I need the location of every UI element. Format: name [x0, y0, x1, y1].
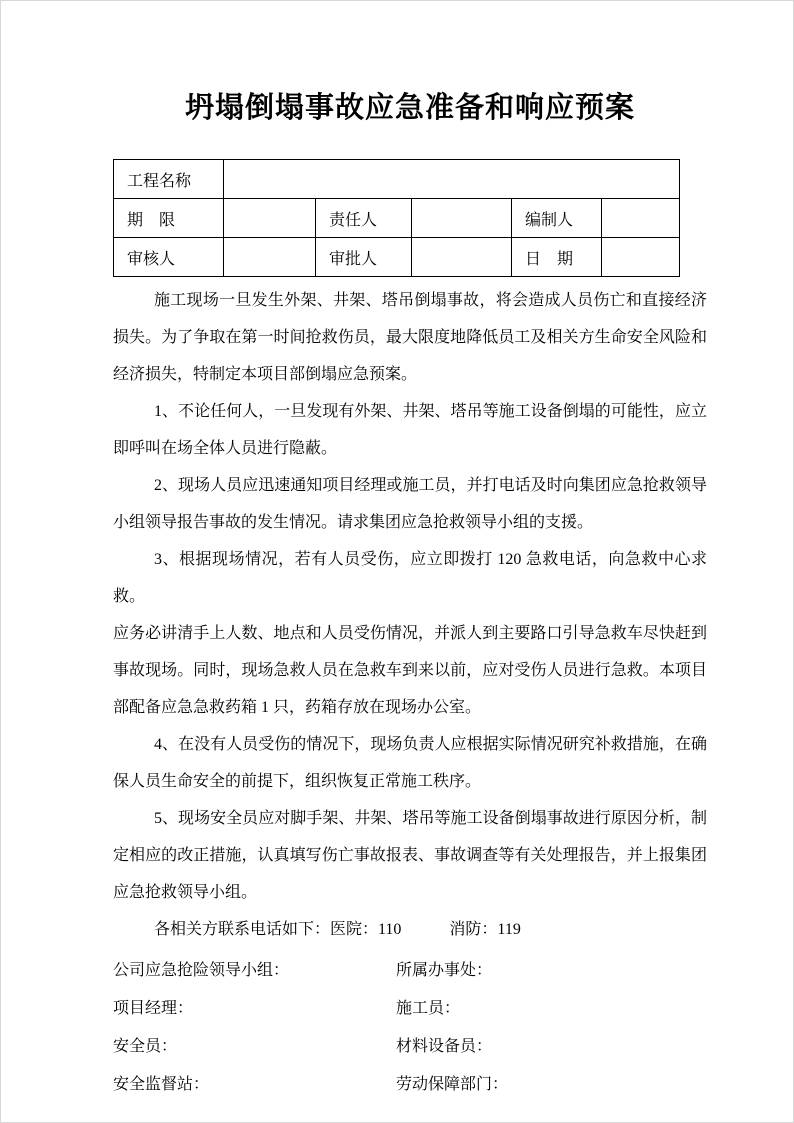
- body-paragraph-item-5: 5、现场安全员应对脚手架、井架、塔吊等施工设备倒塌事故进行原因分析，制定相应的改正措施，认真填写伤亡事故报表、事故调查等有关处理报告，并上报集团应急抢救领导小组。: [113, 810, 707, 901]
- reviewer-value: [224, 238, 316, 277]
- contact-row: [113, 1066, 707, 1104]
- contact-right-labor-security-department: 劳动保障部门：: [396, 1076, 509, 1093]
- project-name-label: 工程名称: [114, 160, 224, 199]
- project-name-value: [224, 160, 680, 199]
- document-title: 坍塌倒塌事故应急准备和响应预案: [184, 92, 635, 124]
- date-label: 日 期: [512, 238, 602, 277]
- body-paragraph-item-3-continued: 应务必讲清手上人数、地点和人员受伤情况，并派人到主要路口引导急救车尽快赶到事故现场。同时，现场急救人员在急救车到来以前，应对受伤人员进行急救。本项目部配备应急急救药箱 1 只，药箱存放在现场办公室。: [113, 625, 707, 716]
- approver-label: 审批人: [316, 238, 412, 277]
- contact-right-branch-office: 所属办事处：: [396, 962, 493, 979]
- body-paragraph-item-1: 1、不论任何人，一旦发现有外架、井架、塔吊等施工设备倒塌的可能性，应立即呼叫在场全体人员进行隐蔽。: [113, 403, 707, 457]
- responsible-person-label: 责任人: [316, 199, 412, 238]
- contact-right-material-equipment-staff: 材料设备员：: [396, 1038, 493, 1055]
- body-paragraph-phone-numbers: 各相关方联系电话如下：医院：110 消防：119: [154, 921, 521, 938]
- compiler-value: [602, 199, 680, 238]
- info-table: [113, 159, 680, 277]
- table-row: [114, 199, 680, 238]
- body-paragraph-item-2: 2、现场人员应迅速通知项目经理或施工员，并打电话及时向集团应急抢救领导小组领导报告事故的发生情况。请求集团应急抢救领导小组的支援。: [113, 477, 707, 531]
- reviewer-label: 审核人: [114, 238, 224, 277]
- contact-left-company-rescue-group: 公司应急抢险领导小组：: [113, 962, 290, 979]
- approver-value: [412, 238, 512, 277]
- contact-right-construction-worker: 施工员：: [396, 1000, 461, 1017]
- contact-list: [113, 952, 707, 1104]
- document-body: [113, 282, 707, 948]
- contact-left-safety-officer: 安全员：: [113, 1038, 178, 1055]
- contact-row: [113, 1028, 707, 1066]
- duration-value: [224, 199, 316, 238]
- compiler-label: 编制人: [512, 199, 602, 238]
- contact-row: [113, 952, 707, 990]
- table-row: [114, 238, 680, 277]
- contact-left-safety-supervision-station: 安全监督站：: [113, 1076, 210, 1093]
- body-paragraph-intro: 施工现场一旦发生外架、井架、塔吊倒塌事故，将会造成人员伤亡和直接经济损失。为了争取在第一时间抢救伤员，最大限度地降低员工及相关方生命安全风险和经济损失，特制定本项目部倒塌应急预案。: [113, 292, 707, 383]
- table-row: [114, 160, 680, 199]
- date-value: [602, 238, 680, 277]
- body-paragraph-item-4: 4、在没有人员受伤的情况下，现场负责人应根据实际情况研究补救措施，在确保人员生命安全的前提下，组织恢复正常施工秩序。: [113, 736, 707, 790]
- duration-label: 期 限: [114, 199, 224, 238]
- contact-row: [113, 990, 707, 1028]
- body-paragraph-item-3: 3、根据现场情况，若有人员受伤，应立即拨打 120 急救电话，向急救中心求救。: [113, 551, 707, 605]
- responsible-person-value: [412, 199, 512, 238]
- contact-left-project-manager: 项目经理：: [113, 1000, 194, 1017]
